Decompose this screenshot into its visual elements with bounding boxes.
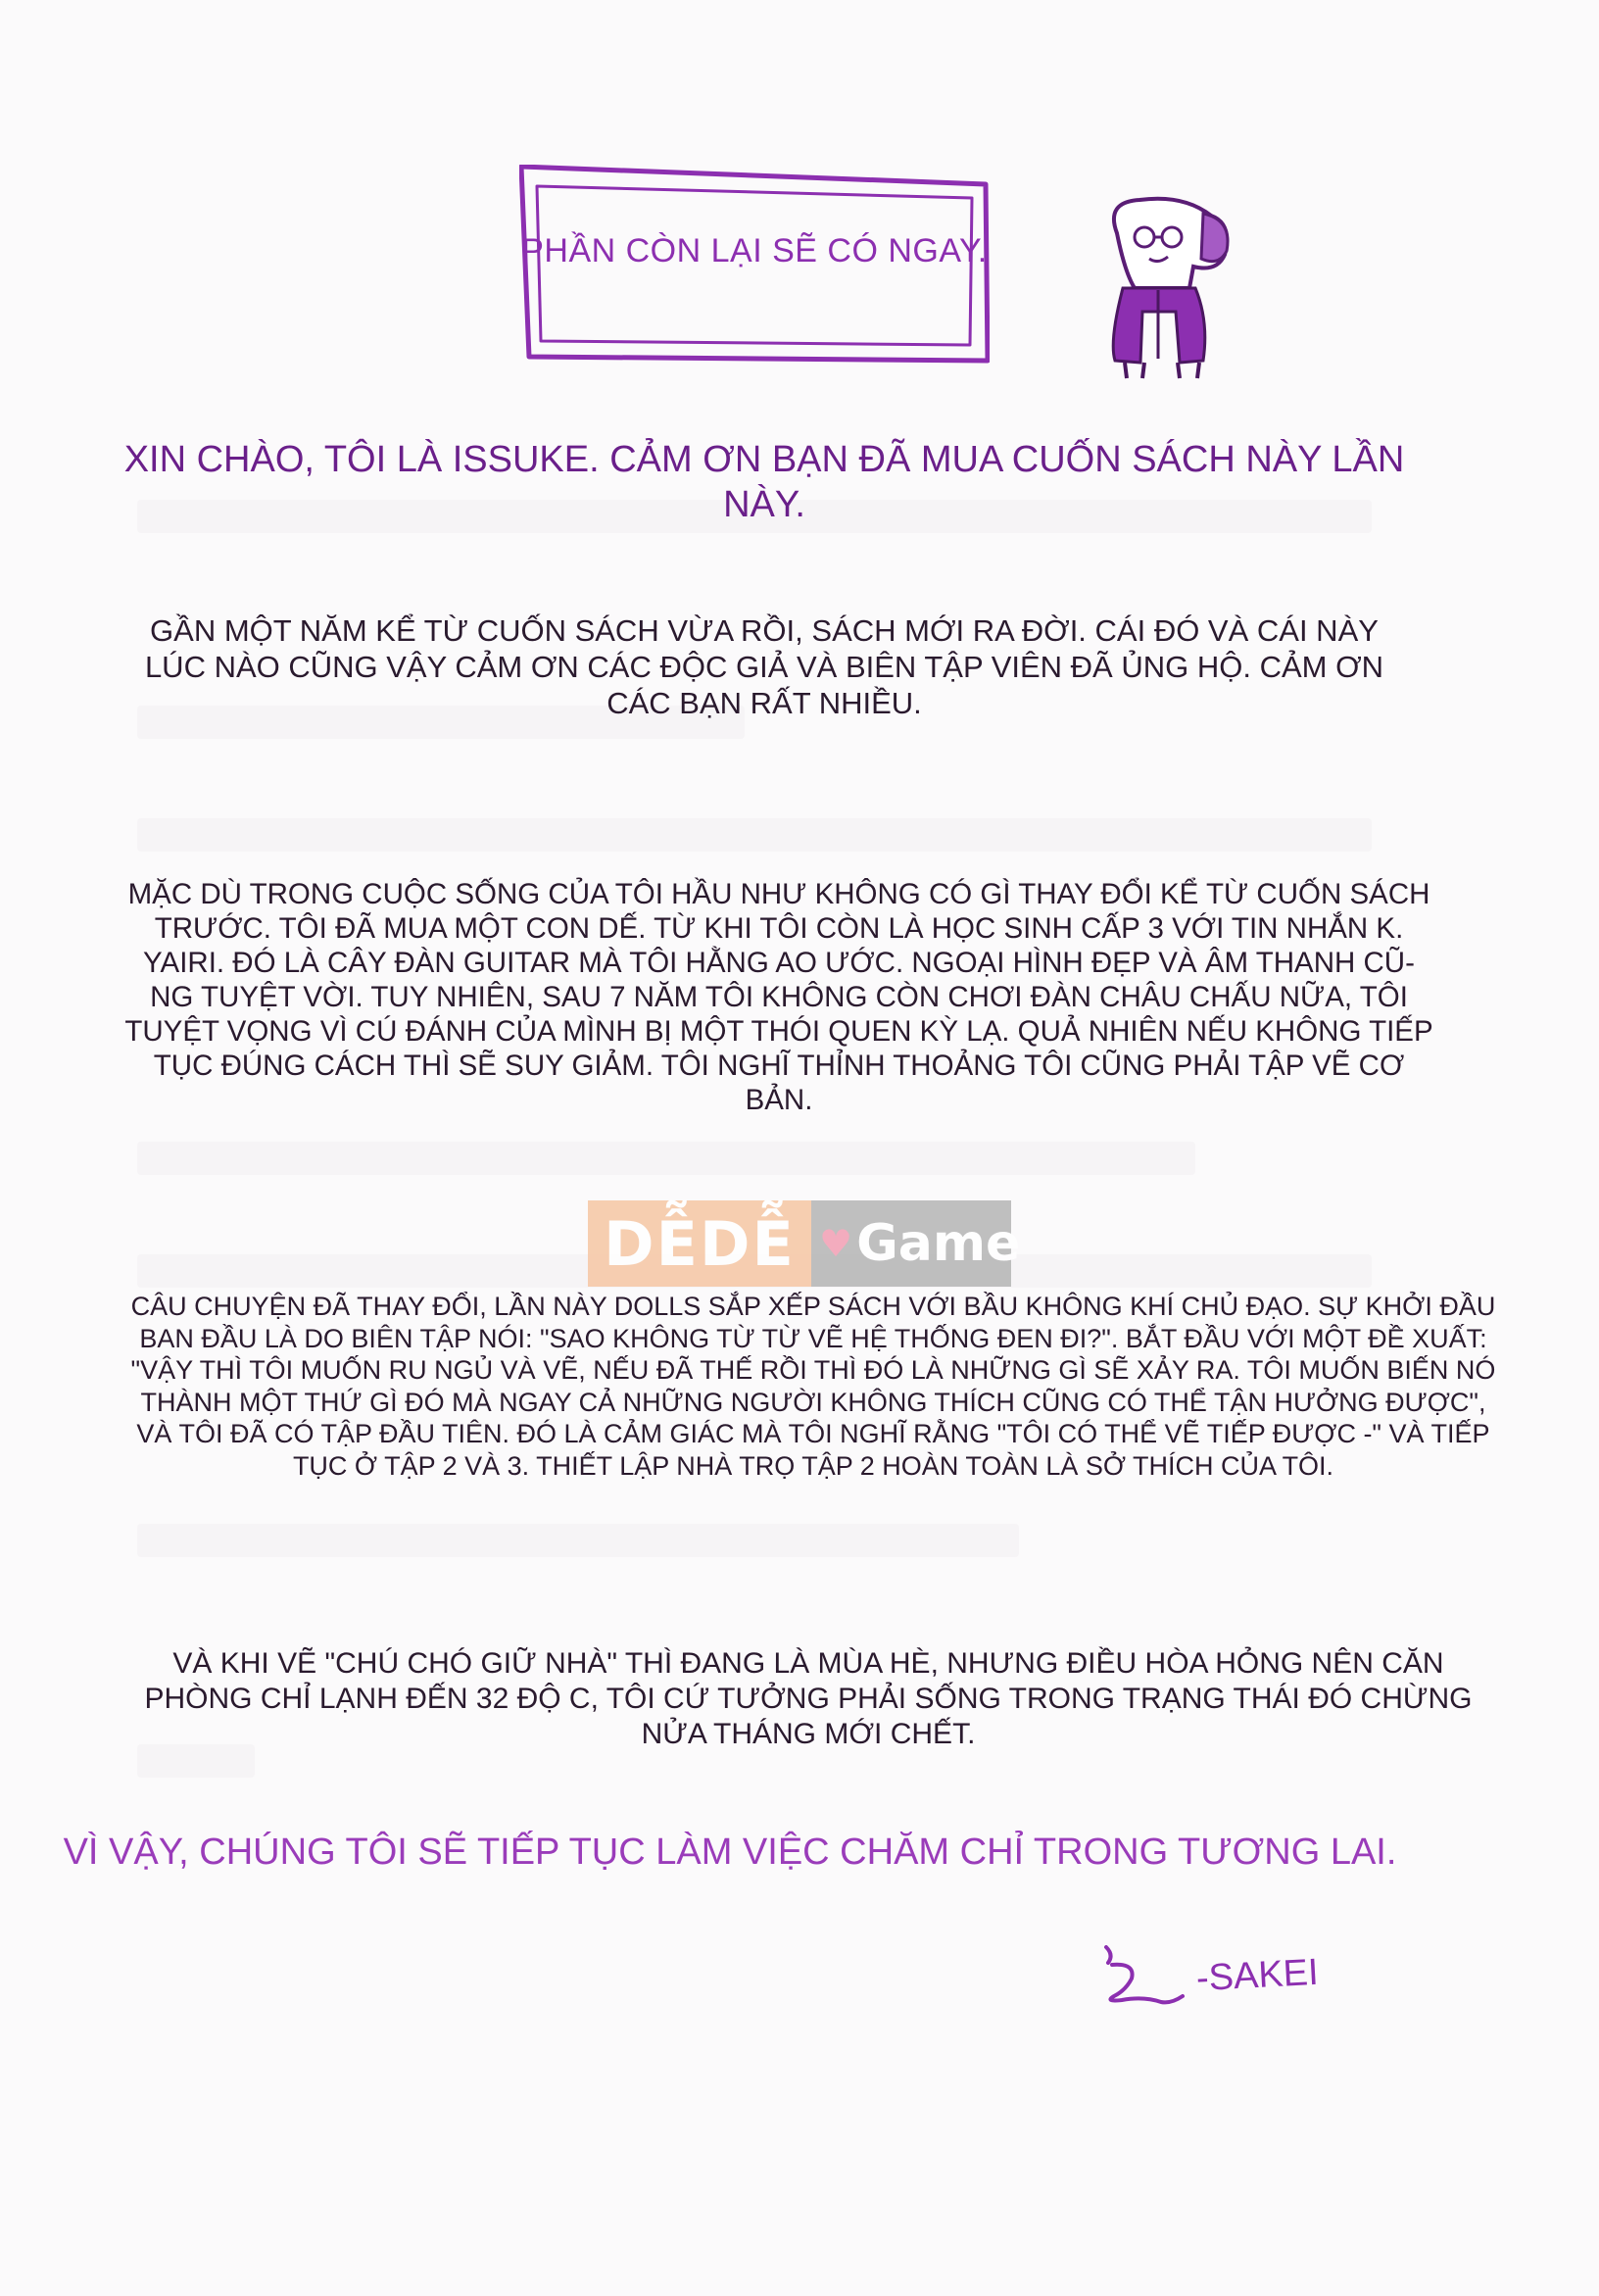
bleed-through-line [137, 1142, 1195, 1175]
note-text: PHẦN CÒN LẠI SẼ CÓ NGAY. [521, 232, 988, 269]
closing-text: VÌ VẬY, CHÚNG TÔI SẼ TIẾP TỤC LÀM VIỆC CHĂM CHỈ TRONG TƯƠNG LAI. [63, 1832, 1397, 1873]
bleed-through-line [137, 1524, 1019, 1557]
bleed-through-line [137, 818, 1372, 852]
heart-icon: ♥ [819, 1222, 853, 1265]
watermark-left: DỄDỄ [588, 1200, 811, 1287]
note-box [519, 165, 990, 370]
dog-mascot-icon [1095, 194, 1242, 385]
signature-scribble-icon [1092, 1945, 1200, 2024]
watermark-logo [588, 1200, 1021, 1287]
signature-text: -SAKEI [1194, 1951, 1320, 2000]
greeting-text: XIN CHÀO, TÔI LÀ ISSUKE. CẢM ƠN BẠN ĐÃ MUA CUỐN SÁCH NÀY LẦN NÀY. [123, 439, 1405, 525]
signature [1092, 1945, 1347, 2024]
watermark-right [811, 1200, 1021, 1287]
paragraph-2: MẶC DÙ TRONG CUỘC SỐNG CỦA TÔI HẦU NHƯ KHÔNG CÓ GÌ THAY ĐỔI KỂ TỪ CUỐN SÁCH TRƯỚC. TÔI ĐÃ MUA MỘT CON DẾ. TỪ KHI TÔI CÒN LÀ HỌC SINH CẤP 3 VỚI TIN NHẮN K. YAIRI. ĐÓ LÀ CÂY ĐÀN GUITAR MÀ TÔI HẰNG AO ƯỚC. NGOẠI HÌNH ĐẸP VÀ ÂM THANH CŨ-NG TUYỆT VỜI. TUY NHIÊN, SAU 7 NĂM TÔI KHÔNG CÒN CHƠI ĐÀN CHÂU CHẤU NỮA, TÔI TUYỆT VỌNG VÌ CÚ ĐÁNH CỦA MÌNH BỊ MỘT THÓI QUEN KỲ LẠ. QUẢ NHIÊN NẾU KHÔNG TIẾP TỤC ĐÚNG CÁCH THÌ SẼ SUY GIẢM. TÔI NGHĨ THỈNH THOẢNG TÔI CŨNG PHẢI TẬP VẼ CƠ BẢN. [124, 878, 1433, 1116]
paragraph-1: GẦN MỘT NĂM KỂ TỪ CUỐN SÁCH VỪA RỒI, SÁCH MỚI RA ĐỜI. CÁI ĐÓ VÀ CÁI NÀY LÚC NÀO CŨNG VẬY CẢM ƠN CÁC ĐỘC GIẢ VÀ BIÊN TẬP VIÊN ĐÃ ỦNG HỘ. CẢM ƠN CÁC BẠN RẤT NHIỀU. [144, 613, 1384, 720]
paragraph-4: VÀ KHI VẼ "CHÚ CHÓ GIỮ NHÀ" THÌ ĐANG LÀ MÙA HÈ, NHƯNG ĐIỀU HÒA HỎNG NÊN CĂN PHÒNG CHỈ LẠNH ĐẾN 32 ĐỘ C, TÔI CỨ TƯỞNG PHẢI SỐNG TRONG TRẠNG THÁI ĐÓ CHỪNG NỬA THÁNG MỚI CHẾT. [144, 1647, 1473, 1750]
paragraph-3: CÂU CHUYỆN ĐÃ THAY ĐỔI, LẦN NÀY DOLLS SẮP XẾP SÁCH VỚI BẦU KHÔNG KHÍ CHỦ ĐẠO. SỰ KHỞI ĐẦU BAN ĐẦU LÀ DO BIÊN TẬP NÓI: "SAO KHÔNG TỪ TỪ VẼ HỆ THỐNG ĐEN ĐI?". BẮT ĐẦU VỚI MỘT ĐỀ XUẤT: "VẬY THÌ TÔI MUỐN RU NGỦ VÀ VẼ, NẾU ĐÃ THẾ RỒI THÌ ĐÓ LÀ NHỮNG GÌ SẼ XẢY RA. TÔI MUỐN BIẾN NÓ THÀNH MỘT THỨ GÌ ĐÓ MÀ NGAY CẢ NHỮNG NGƯỜI KHÔNG THÍCH CŨNG CÓ THỂ TẬN HƯỞNG ĐƯỢC", VÀ TÔI ĐÃ CÓ TẬP ĐẦU TIÊN. ĐÓ LÀ CẢM GIÁC MÀ TÔI NGHĨ RẰNG "TÔI CÓ THỂ VẼ TIẾP ĐƯỢC -" VÀ TIẾP TỤC Ở TẬP 2 VÀ 3. THIẾT LẬP NHÀ TRỌ TẬP 2 HOÀN TOÀN LÀ SỞ THÍCH CỦA TÔI. [130, 1292, 1496, 1481]
watermark-game-text: Game [856, 1214, 1021, 1273]
